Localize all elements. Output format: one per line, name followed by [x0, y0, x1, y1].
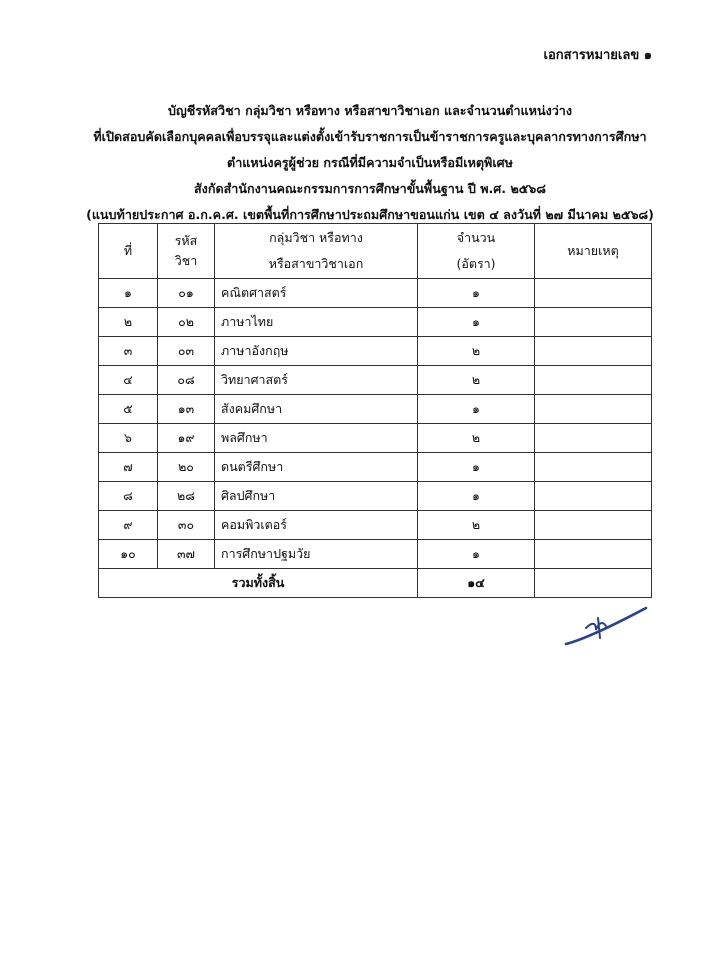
cell-subject: พลศึกษา [215, 424, 418, 453]
cell-count: ๒ [418, 511, 535, 540]
table-row [99, 279, 652, 308]
heading-line: สังกัดสำนักงานคณะกรรมการการศึกษาขั้นพื้นฐาน ปี พ.ศ. ๒๕๖๘ [193, 181, 547, 196]
header-count-line1: จำนวน [456, 230, 496, 245]
cell-no: ๕ [99, 395, 158, 424]
header-count-line2: (อัตรา) [456, 256, 496, 271]
cell-subject: ศิลปศึกษา [215, 482, 418, 511]
cell-subject: คอมพิวเตอร์ [215, 511, 418, 540]
table-body [99, 279, 652, 569]
cell-count: ๒ [418, 424, 535, 453]
cell-code: ๓๗ [158, 540, 215, 569]
heading-line: บัญชีรหัสวิชา กลุ่มวิชา หรือทาง หรือสาขาวิชาเอก และจำนวนตำแหน่งว่าง [167, 103, 573, 118]
cell-code: ๒๐ [158, 453, 215, 482]
header-count [418, 224, 535, 279]
header-subject-line1: กลุ่มวิชา หรือทาง [269, 230, 363, 245]
table-row [99, 337, 652, 366]
cell-no: ๒ [99, 308, 158, 337]
cell-no: ๓ [99, 337, 158, 366]
cell-note [535, 511, 652, 540]
cell-subject: วิทยาศาสตร์ [215, 366, 418, 395]
cell-count: ๑ [418, 395, 535, 424]
table-row [99, 308, 652, 337]
total-count: ๑๔ [418, 569, 535, 598]
cell-code: ๐๓ [158, 337, 215, 366]
cell-note [535, 308, 652, 337]
cell-note [535, 337, 652, 366]
heading-line: ตำแหน่งครูผู้ช่วย กรณีที่มีความจำเป็นหรือมีเหตุพิเศษ [227, 155, 513, 170]
signature-image [562, 604, 652, 650]
cell-subject: ภาษาไทย [215, 308, 418, 337]
cell-code: ๒๘ [158, 482, 215, 511]
cell-code: ๑๙ [158, 424, 215, 453]
cell-count: ๑ [418, 308, 535, 337]
cell-no: ๔ [99, 366, 158, 395]
table-row [99, 453, 652, 482]
total-row [99, 569, 652, 598]
cell-code: ๐๘ [158, 366, 215, 395]
cell-no: ๙ [99, 511, 158, 540]
table-header-row [99, 224, 652, 279]
heading-line: ที่เปิดสอบคัดเลือกบุคคลเพื่อบรรจุและแต่งตั้งเข้ารับราชการเป็นข้าราชการครูและบุคลากรทางการศึกษา [93, 129, 647, 144]
heading-line: (แนบท้ายประกาศ อ.ก.ค.ศ. เขตพื้นที่การศึกษาประถมศึกษาขอนแก่น เขต ๔ ลงวันที่ ๒๗ มีนาคม ๒๕๖๘) [86, 207, 654, 222]
cell-subject: การศึกษาปฐมวัย [215, 540, 418, 569]
table-row [99, 424, 652, 453]
cell-no: ๑ [99, 279, 158, 308]
cell-subject: ดนตรีศึกษา [215, 453, 418, 482]
cell-no: ๖ [99, 424, 158, 453]
document-heading [70, 98, 670, 228]
cell-note [535, 279, 652, 308]
header-no: ที่ [99, 224, 158, 279]
cell-code: ๐๒ [158, 308, 215, 337]
cell-count: ๑ [418, 482, 535, 511]
cell-subject: ภาษาอังกฤษ [215, 337, 418, 366]
cell-note [535, 395, 652, 424]
cell-note [535, 540, 652, 569]
cell-count: ๒ [418, 366, 535, 395]
document-number: เอกสารหมายเลข ๑ [543, 48, 652, 63]
cell-subject: สังคมศึกษา [215, 395, 418, 424]
header-subject-line2: หรือสาขาวิชาเอก [268, 256, 364, 271]
cell-count: ๑ [418, 453, 535, 482]
header-subject [215, 224, 418, 279]
table-row [99, 511, 652, 540]
cell-note [535, 453, 652, 482]
cell-no: ๑๐ [99, 540, 158, 569]
cell-count: ๒ [418, 337, 535, 366]
cell-subject: คณิตศาสตร์ [215, 279, 418, 308]
vacancy-table [98, 223, 652, 598]
cell-no: ๗ [99, 453, 158, 482]
table-row [99, 482, 652, 511]
table-row [99, 366, 652, 395]
cell-note [535, 424, 652, 453]
header-note: หมายเหตุ [535, 224, 652, 279]
cell-code: ๓๐ [158, 511, 215, 540]
cell-code: ๑๓ [158, 395, 215, 424]
total-note [535, 569, 652, 598]
cell-note [535, 366, 652, 395]
cell-no: ๘ [99, 482, 158, 511]
cell-code: ๐๑ [158, 279, 215, 308]
table-row [99, 395, 652, 424]
cell-note [535, 482, 652, 511]
cell-count: ๑ [418, 279, 535, 308]
header-code: รหัสวิชา [158, 224, 215, 279]
total-label: รวมทั้งสิ้น [99, 569, 418, 598]
cell-count: ๑ [418, 540, 535, 569]
table-row [99, 540, 652, 569]
